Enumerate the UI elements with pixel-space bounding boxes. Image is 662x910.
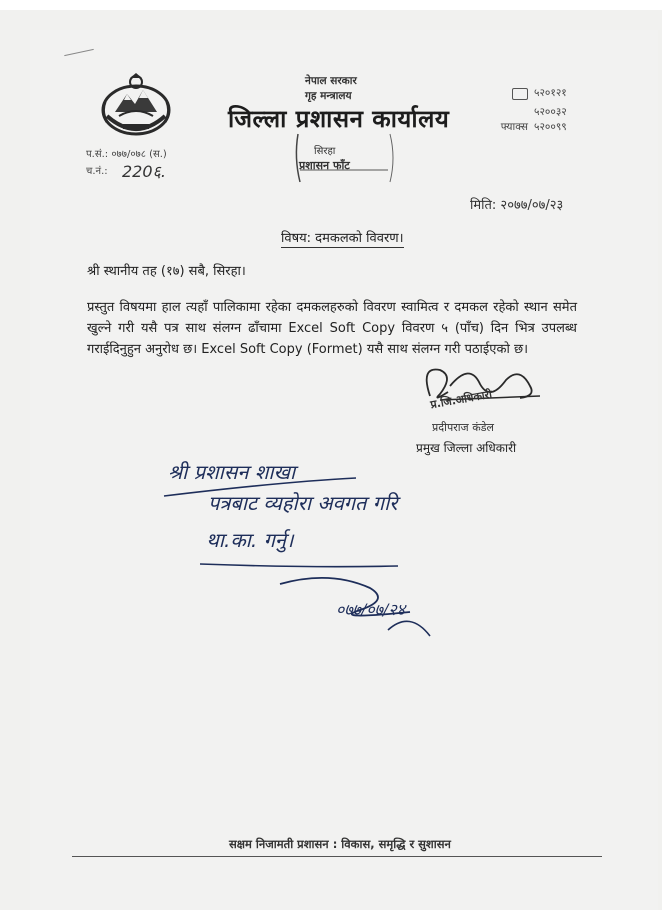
handwritten-line-1: श्री प्रशासन शाखा [168, 460, 296, 484]
scan-top-edge [0, 0, 662, 10]
phone-label [494, 105, 528, 120]
letter-addressee: श्री स्थानीय तह (१७) सबै, सिरहा। [87, 264, 246, 279]
signatory-name: प्रदीपराज कंडेल [432, 421, 494, 434]
footer-rule [72, 856, 602, 857]
reference-number: प.सं.: ०७७/०७८ (स.) [86, 149, 167, 160]
phone-row [494, 86, 567, 105]
fax-label: फ्याक्स [500, 121, 528, 133]
fax-number: ५२००९९ [534, 121, 567, 133]
handwritten-line-2: पत्रबाट व्यहोरा अवगत गरि [208, 491, 398, 515]
phone-label [494, 86, 528, 105]
phone-row [494, 105, 567, 120]
signature-stamp: प्र.जि.अधिकारी [429, 387, 493, 412]
nepal-emblem-icon [97, 72, 175, 138]
office-title: जिल्ला प्रशासन कार्यालय [228, 105, 450, 133]
phone-icon [512, 88, 528, 100]
footer-motto: सक्षम निजामती प्रशासन : विकास, समृद्धि र सुशासन [229, 837, 451, 851]
dispatch-label: च.नं.: [86, 166, 108, 177]
phone-number: ५२०१२१ [534, 87, 567, 99]
signatory-title: प्रमुख जिल्ला अधिकारी [416, 441, 517, 455]
letter-date: मिति: २०७७/०७/२३ [470, 198, 564, 213]
handwritten-line-3: था.का. गर्नु। [206, 528, 294, 552]
fax-row [494, 120, 567, 135]
handwritten-date: ०७७/०७/२४ [336, 600, 406, 619]
dispatch-number-handwritten: 220६. [122, 162, 166, 181]
ministry-name: गृह मन्त्रालय [305, 90, 352, 102]
letter-body: प्रस्तुत विषयमा हाल त्यहाँ पालिकामा रहेका दमकलहरुको विवरण स्वामित्व र दमकल रहेको स्थान समेत खुल्ने गरी यसै पत्र साथ संलग्न ढाँचामा Excel Soft Copy विवरण ५ (पाँच) दिन भित्र उपलब्ध गराईदिनुहुन अनुरोध छ। Excel Soft Copy (Formet) यसै साथ संलग्न गरी पठाईएको छ। [87, 300, 577, 357]
stamp-district: सिरहा [314, 146, 336, 157]
phone-number: ५२००३२ [534, 106, 567, 118]
stamp-office: प्रशासन फाँट [299, 159, 350, 172]
government-name: नेपाल सरकार [305, 75, 357, 87]
contact-block [494, 86, 567, 135]
letter-subject: विषय: दमकलको विवरण। [281, 228, 404, 248]
